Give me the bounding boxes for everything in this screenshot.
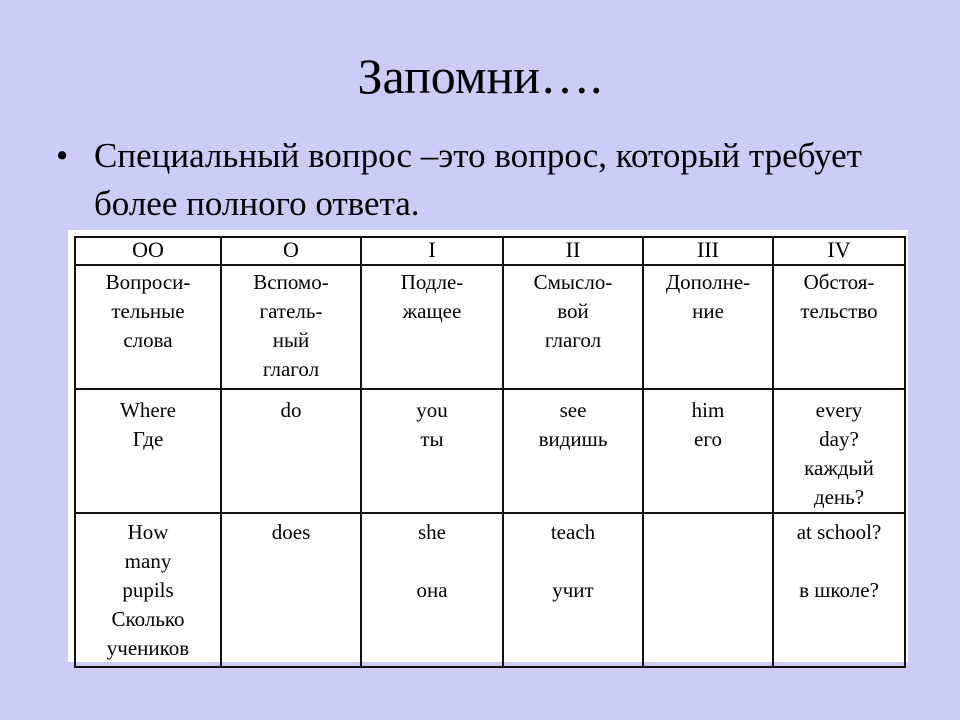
description-cell: Смысло- вой глагол xyxy=(503,265,643,389)
table-cell: does xyxy=(221,513,361,667)
bullet-dot-icon: • xyxy=(56,136,69,175)
bullet-point xyxy=(56,132,936,228)
table-cell: see видишь xyxy=(503,389,643,513)
table-cell: every day? каждый день? xyxy=(773,389,905,513)
table-cell: do xyxy=(221,389,361,513)
header-cell: I xyxy=(361,237,503,265)
description-cell: Вспомо- гатель- ный глагол xyxy=(221,265,361,389)
header-cell: II xyxy=(503,237,643,265)
bullet-text: Специальный вопрос –это вопрос, который требует более полного ответа. xyxy=(94,136,862,223)
table-cell: How many pupils Сколько учеников xyxy=(75,513,221,667)
table-cell: you ты xyxy=(361,389,503,513)
description-cell: Дополне- ние xyxy=(643,265,773,389)
table-description-row xyxy=(75,265,905,389)
table-cell: at school? в школе? xyxy=(773,513,905,667)
table-row xyxy=(75,389,905,513)
question-structure-table xyxy=(74,236,906,668)
table-cell: him его xyxy=(643,389,773,513)
description-cell: Подле- жащее xyxy=(361,265,503,389)
description-cell: Вопроси- тельные слова xyxy=(75,265,221,389)
table-cell: teach учит xyxy=(503,513,643,667)
header-cell: О xyxy=(221,237,361,265)
table-header-row xyxy=(75,237,905,265)
description-cell: Обстоя- тельство xyxy=(773,265,905,389)
grammar-table-panel xyxy=(68,230,908,662)
header-cell: IV xyxy=(773,237,905,265)
slide-title: Запомни…. xyxy=(357,48,603,104)
table-cell xyxy=(643,513,773,667)
header-cell: ОО xyxy=(75,237,221,265)
table-cell: Where Где xyxy=(75,389,221,513)
header-cell: III xyxy=(643,237,773,265)
table-row xyxy=(75,513,905,667)
table-cell: she она xyxy=(361,513,503,667)
